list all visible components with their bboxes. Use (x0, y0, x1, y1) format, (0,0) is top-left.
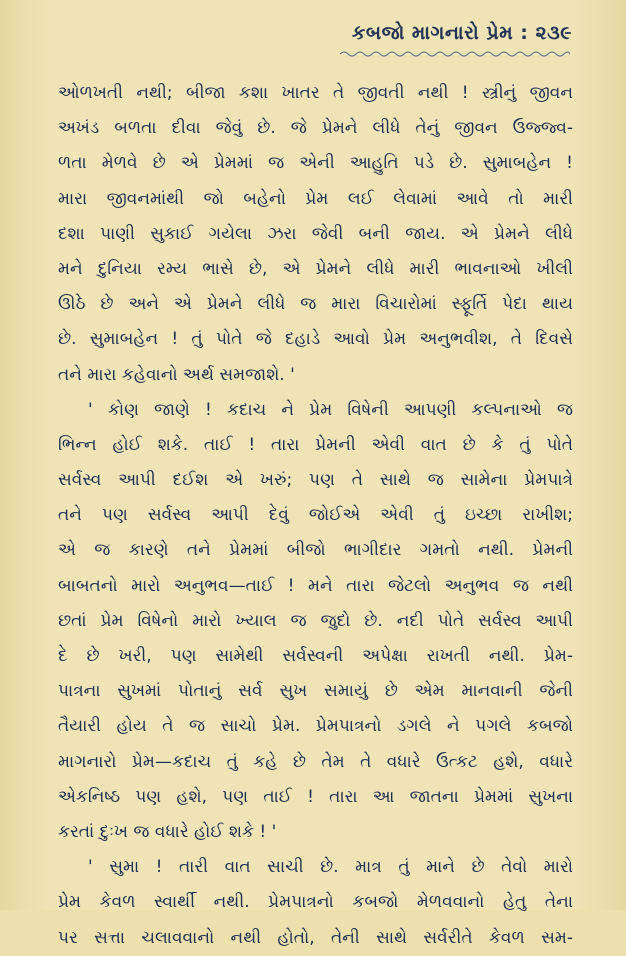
text-line: સર્વસ્વ આપી દઈશ એ ખરું; પણ તે સાથે જ સામેના પ્રેમપાત્રે (58, 470, 573, 491)
text-line: મારા જીવનમાંથી જો બહેનો પ્રેમ લઈ લેવામાં આવે તો મારી (58, 188, 573, 209)
text-line: અખંડ બળતા દીવા જેવું છે. જે પ્રેમને લીધે તેનું જીવન ઉજ્જ્વ- (58, 118, 573, 139)
text-line: ' સુમા ! તારી વાત સાચી છે. માત્ર તું માને છે તેવો મારો (88, 857, 573, 878)
text-line: એકનિષ્ઠ પણ હશે, પણ તાઈ ! તારા આ જાતના પ્રેમમાં સુખના (58, 786, 573, 807)
text-line: પ્રેમ કેવળ સ્વાર્થી નથી. પ્રેમપાત્રનો કબજો મેળવવાનો હેતુ તેના (58, 892, 573, 913)
text-line: ઊઠે છે અને એ પ્રેમને લીધે જ મારા વિચારોમાં સ્ફૂર્તિ પેદા થાય (58, 294, 573, 315)
text-line: છતાં પ્રેમ વિષેનો મારો ખ્યાલ જ જુદો છે. નદી પોતે સર્વસ્વ આપી (58, 610, 573, 631)
running-head: કબજો માગનારો પ્રેમ : ૨૩૯ (351, 22, 572, 44)
text-line: ળતા મેળવે છે એ પ્રેમમાં જ એની આહુતિ પડે છે. સુમાબહેન ! (58, 153, 573, 174)
text-line: ઓળખતી નથી; બીજા કશા ખાતર તે જીવતી નથી ! સ્ત્રીનું જીવન (58, 83, 573, 103)
text-line: માગનારો પ્રેમ—કદાચ તું કહે છે તેમ તે વધારે ઉત્કટ હશે, વધારે (58, 751, 573, 772)
text-line: કરતાં દુઃખ જ વધારે હોઈ શકે ! ' (58, 821, 277, 842)
text-line: બાબતનો મારો અનુભવ—તાઈ ! મને તારા જેટલો અનુભવ જ નથી (58, 575, 573, 596)
text-line: મને દુનિયા રમ્ય ભાસે છે, એ પ્રેમને લીધે મારી ભાવનાઓ ખીલી (58, 258, 573, 279)
text-line: ભિન્ન હોઈ શકે. તાઈ ! તારા પ્રેમની એવી વાત છે કે તું પોતે (58, 434, 573, 455)
text-line: દશા પાણી સુકાઈ ગયેલા ઝરા જેવી બની જાય. એ પ્રેમને લીધે (58, 223, 573, 244)
text-line: દે છે ખરી, પણ સામેથી સર્વસ્વની અપેક્ષા રાખતી નથી. પ્રેમ- (58, 646, 573, 666)
text-line: પર સત્તા ચલાવવાનો નથી હોતો, તેની સાથે સર્વરીતે કેવળ સમ- (58, 927, 573, 948)
text-line: તને પણ સર્વસ્વ આપી દેવું જોઈએ એવી તું ઇચ્છા રાખીશ; (58, 505, 573, 526)
text-line: એ જ કારણે તને પ્રેમમાં બીજો ભાગીદાર ગમતો નથી. પ્રેમની (58, 540, 573, 561)
text-line: પાત્રના સુખમાં પોતાનું સર્વ સુખ સમાયું છે એમ માનવાની જેની (58, 681, 573, 702)
body-text (58, 76, 573, 956)
text-line: તૈયારી હોય તે જ સાચો પ્રેમ. પ્રેમપાત્રનો ડગલે ને પગલે કબજો (58, 716, 573, 737)
text-line: ' કોણ જાણે ! કદાચ ને પ્રેમ વિષેની આપણી કલ્પનાઓ જ (88, 399, 573, 420)
text-line: છે. સુમાબહેન ! તું પોતે જે દહાડે આવો પ્રેમ અનુભવીશ, તે દિવસે (58, 329, 573, 350)
decorative-rule (340, 50, 570, 58)
text-line: તને મારા કહેવાનો અર્થ સમજાશે. ' (58, 364, 295, 385)
